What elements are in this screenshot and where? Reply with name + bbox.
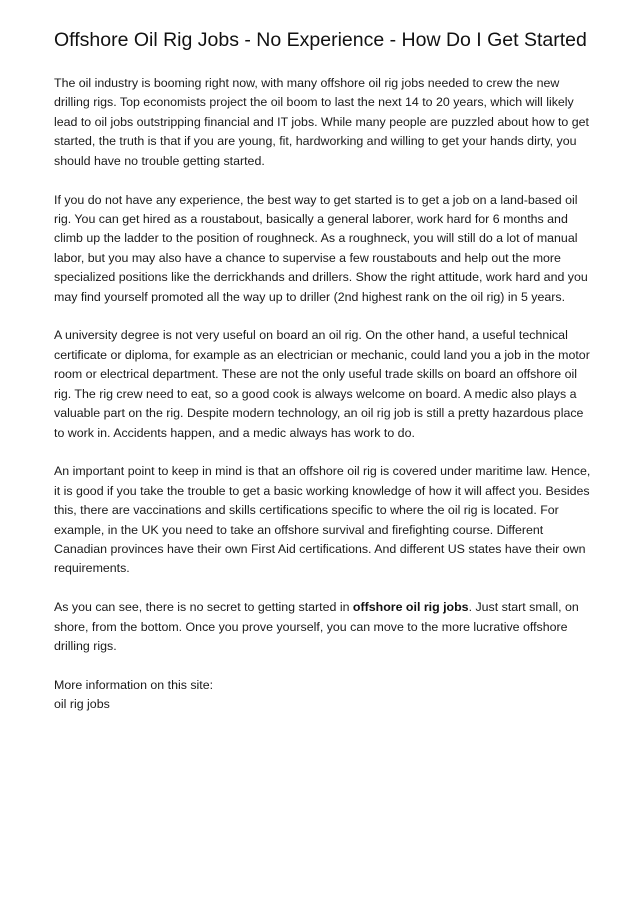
paragraph-closing [54, 598, 594, 656]
oil-rig-jobs-link[interactable]: oil rig jobs [54, 697, 110, 712]
paragraph-maritime-law: An important point to keep in mind is that an offshore oil rig is covered under maritime law. Hence, it is good if you take the trouble to get a basic working knowledge of how it will affect you. Besides this, there are vaccinations and skills certifications specific to where the oil rig is located. For example, in the UK you need to take an offshore survival and firefighting course. Different Canadian provinces have their own First Aid certifications. And different US states have their own requirements. [54, 464, 591, 576]
offshore-oil-rig-jobs-link[interactable]: offshore oil rig jobs [352, 600, 469, 615]
more-info-block [54, 676, 594, 715]
paragraph-no-experience: If you do not have any experience, the best way to get started is to get a job on a land-based oil rig. You can get hired as a roustabout, basically a general laborer, work hard for 6 months and climb up the ladder to the position of roughneck. As a roughneck, you will still do a lot of manual labor, but you may also have a chance to supervise a few roustabouts and help out the more specialized positions like the derrickhands and drillers. Show the right attitude, work hard and you may find yourself promoted all the way up to driller (2nd highest rank on the oil rig) in 5 years. [54, 192, 588, 304]
closing-text-before: As you can see, there is no secret to getting started in [54, 600, 353, 615]
page-title: Offshore Oil Rig Jobs - No Experience - How Do I Get Started [54, 29, 587, 51]
more-info-label: More information on this site: [54, 678, 214, 693]
paragraph-intro: The oil industry is booming right now, with many offshore oil rig jobs needed to crew the new drilling rigs. Top economists project the oil boom to last the next 14 to 20 years, which will likely lead to oil jobs outstripping financial and IT jobs. While many people are puzzled about how to get started, the truth is that if you are young, fit, hardworking and willing to get your hands dirty, you should have no trouble getting started. [54, 76, 589, 168]
document-page [54, 27, 594, 715]
paragraph-qualifications: A university degree is not very useful on board an oil rig. On the other hand, a useful technical certificate or diploma, for example as an electrician or mechanic, could land you a job in the motor room or electrical department. These are not the only useful trade skills on board an offshore oil rig. The rig crew need to eat, so a good cook is always welcome on board. A medic also plays a valuable part on the rig. Despite modern technology, an oil rig job is still a pretty hazardous place to work in. Accidents happen, and a medic always has work to do. [54, 328, 590, 440]
closing-text-after: . Just start small, on shore, from the bottom. Once you prove yourself, you can move to the more lucrative offshore drilling rigs. [54, 600, 579, 654]
